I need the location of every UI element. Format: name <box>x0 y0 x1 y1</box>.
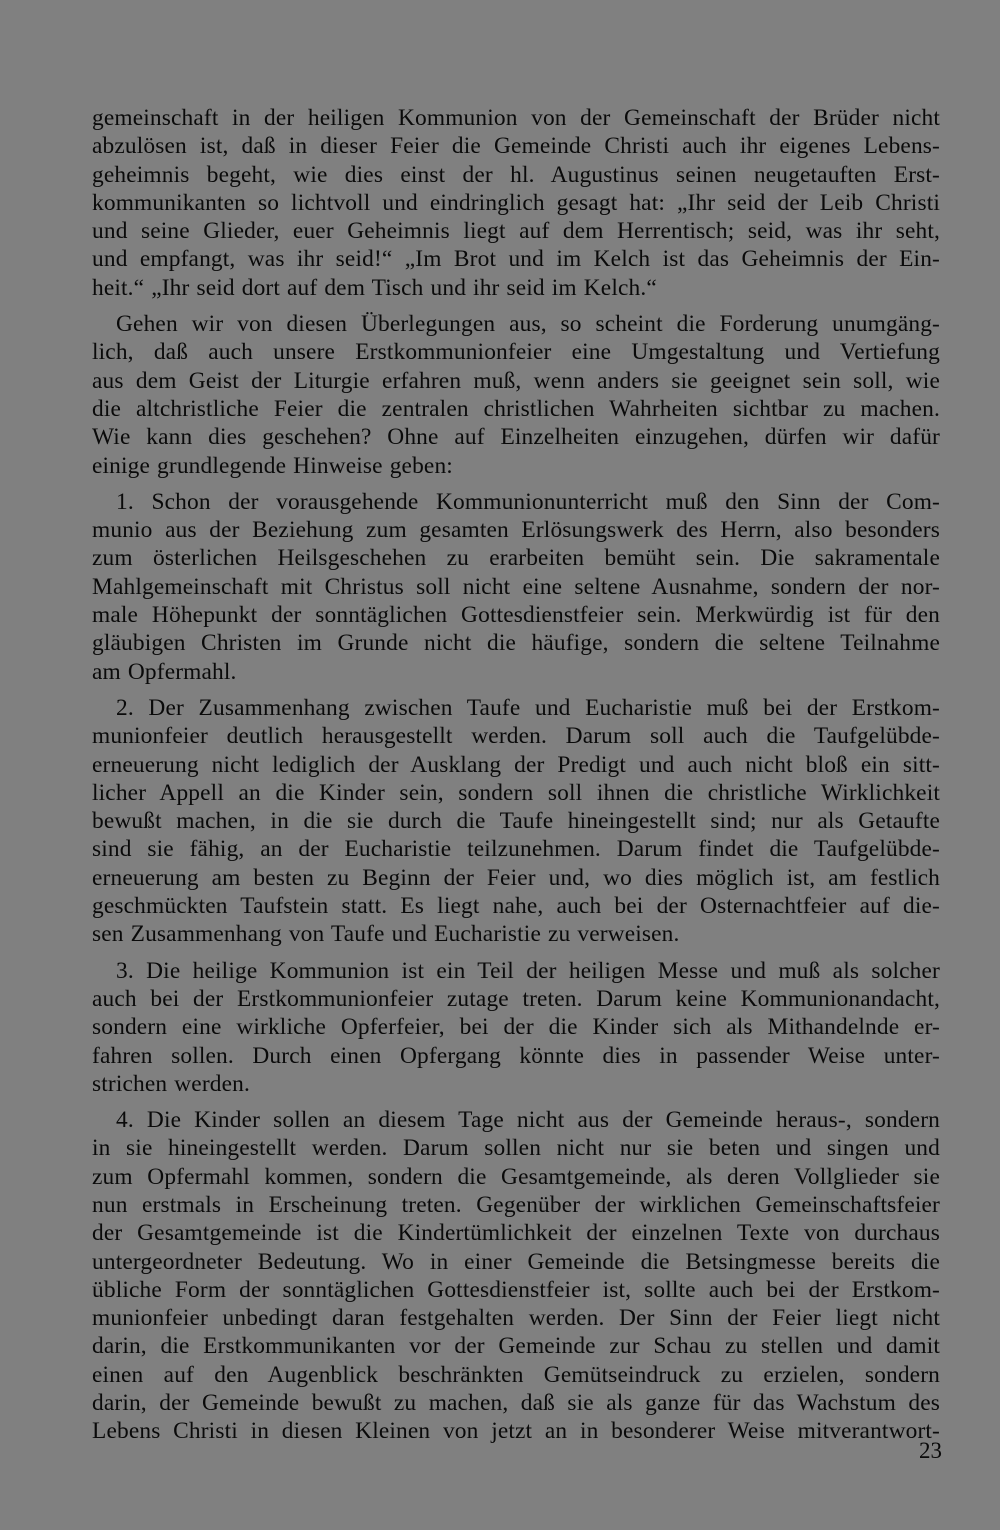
text-line: lich, daß auch unsere Erstkommunionfeier eine Umgestaltung und Vertiefung <box>92 339 940 366</box>
text-line: erneuerung am besten zu Beginn der Feier und, wo dies möglich ist, am festlich <box>92 864 940 891</box>
text-line: geschmückten Taufstein statt. Es liegt nahe, auch bei der Osternachtfeier auf die- <box>92 893 940 920</box>
text-line: Gehen wir von diesen Überlegungen aus, so scheint die Forderung unumgäng- <box>116 311 940 338</box>
text-line: sondern eine wirkliche Opferfeier, bei der die Kinder sich als Mithandelnde er- <box>92 1014 940 1041</box>
text-line: strichen werden. <box>92 1070 250 1097</box>
text-line: darin, die Erstkommunikanten vor der Gemeinde zur Schau zu stellen und damit <box>92 1333 940 1360</box>
text-line: bewußt machen, in die sie durch die Taufe hineingestellt sind; nur als Getaufte <box>92 808 940 835</box>
paragraph <box>92 104 940 302</box>
text-line: fahren sollen. Durch einen Opfergang könnte dies in passender Weise unter- <box>92 1042 940 1069</box>
text-line: zum österlichen Heilsgeschehen zu erarbeiten bemüht sein. Die sakramentale <box>92 545 940 572</box>
text-line: am Opfermahl. <box>92 658 237 685</box>
text-line: in sie hineingestellt werden. Darum sollen nicht nur sie beten und singen und <box>92 1135 940 1162</box>
text-line: gläubigen Christen im Grunde nicht die häufige, sondern die seltene Teilnahme <box>92 630 940 657</box>
text-line: heit.“ „Ihr seid dort auf dem Tisch und ihr seid im Kelch.“ <box>92 274 657 301</box>
paragraph <box>92 694 940 949</box>
text-line: Mahlgemeinschaft mit Christus soll nicht eine seltene Ausnahme, sondern der nor- <box>92 573 940 600</box>
text-line: kommunikanten so lichtvoll und eindringlich gesagt hat: „Ihr seid der Leib Christi <box>92 189 940 216</box>
text-line: aus dem Geist der Liturgie erfahren muß, wenn anders sie geeignet sein soll, wie <box>92 367 940 394</box>
text-line: 3. Die heilige Kommunion ist ein Teil der heiligen Messe und muß als solcher <box>116 957 940 984</box>
text-line: sen Zusammenhang von Taufe und Eucharistie zu verweisen. <box>92 921 680 948</box>
text-line: licher Appell an die Kinder sein, sondern soll ihnen die christliche Wirklichkeit <box>92 779 940 806</box>
text-line: darin, der Gemeinde bewußt zu machen, daß sie als ganze für das Wachstum des <box>92 1390 940 1417</box>
text-line: 1. Schon der vorausgehende Kommunionunterricht muß den Sinn der Com- <box>116 488 940 515</box>
text-line: zum Opfermahl kommen, sondern die Gesamtgemeinde, als deren Vollglieder sie <box>92 1163 940 1190</box>
text-line: einige grundlegende Hinweise geben: <box>92 452 453 479</box>
page-number: 23 <box>919 1438 942 1463</box>
text-line: erneuerung nicht lediglich der Ausklang der Predigt und auch nicht bloß ein sitt- <box>92 751 940 778</box>
paragraph <box>92 488 940 686</box>
paragraph <box>92 1106 940 1446</box>
text-line: munio aus der Beziehung zum gesamten Erlösungswerk des Herrn, also besonders <box>92 517 940 544</box>
text-line: 4. Die Kinder sollen an diesem Tage nicht aus der Gemeinde heraus-, sondern <box>116 1107 940 1134</box>
paragraph <box>92 310 940 480</box>
text-line: 2. Der Zusammenhang zwischen Taufe und Eucharistie muß bei der Erstkom- <box>116 694 940 721</box>
page-body <box>92 104 940 1454</box>
text-line: der Gesamtgemeinde ist die Kindertümlichkeit der einzelnen Texte von durchaus <box>92 1220 940 1247</box>
text-line: gemeinschaft in der heiligen Kommunion von der Gemeinschaft der Brüder nicht <box>92 105 940 131</box>
text-line: und seine Glieder, euer Geheimnis liegt auf dem Herrentisch; seid, was ihr seht, <box>92 218 940 245</box>
text-line: die altchristliche Feier die zentralen christlichen Wahrheiten sichtbar zu machen. <box>92 395 940 422</box>
text-line: munionfeier deutlich herausgestellt werden. Darum soll auch die Taufgelübde- <box>92 723 940 750</box>
text-line: untergeordneter Bedeutung. Wo in einer Gemeinde die Betsingmesse bereits die <box>92 1248 940 1275</box>
text-line: auch bei der Erstkommunionfeier zutage treten. Darum keine Kommunionandacht, <box>92 985 940 1012</box>
text-line: geheimnis begeht, wie dies einst der hl. Augustinus seinen neugetauften Erst- <box>92 161 940 188</box>
text-line: munionfeier unbedingt daran festgehalten werden. Der Sinn der Feier liegt nicht <box>92 1305 940 1332</box>
text-line: und empfangt, was ihr seid!“ „Im Brot und im Kelch ist das Geheimnis der Ein- <box>92 246 940 273</box>
text-line: Lebens Christi in diesen Kleinen von jetzt an in besonderer Weise mitverantwort- <box>92 1418 940 1445</box>
text-line: sind sie fähig, an der Eucharistie teilzunehmen. Darum findet die Taufgelübde- <box>92 836 940 863</box>
paragraph <box>92 957 940 1098</box>
text-line: Wie kann dies geschehen? Ohne auf Einzelheiten einzugehen, dürfen wir dafür <box>92 424 940 451</box>
text-line: male Höhepunkt der sonntäglichen Gottesdienstfeier sein. Merkwürdig ist für den <box>92 602 940 629</box>
text-line: nun erstmals in Erscheinung treten. Gegenüber der wirklichen Gemeinschaftsfeier <box>92 1191 940 1218</box>
text-line: einen auf den Augenblick beschränkten Gemütseindruck zu erzielen, sondern <box>92 1361 940 1388</box>
text-line: abzulösen ist, daß in dieser Feier die Gemeinde Christi auch ihr eigenes Lebens- <box>92 133 940 160</box>
text-line: übliche Form der sonntäglichen Gottesdienstfeier ist, sollte auch bei der Erstkom- <box>92 1276 940 1303</box>
